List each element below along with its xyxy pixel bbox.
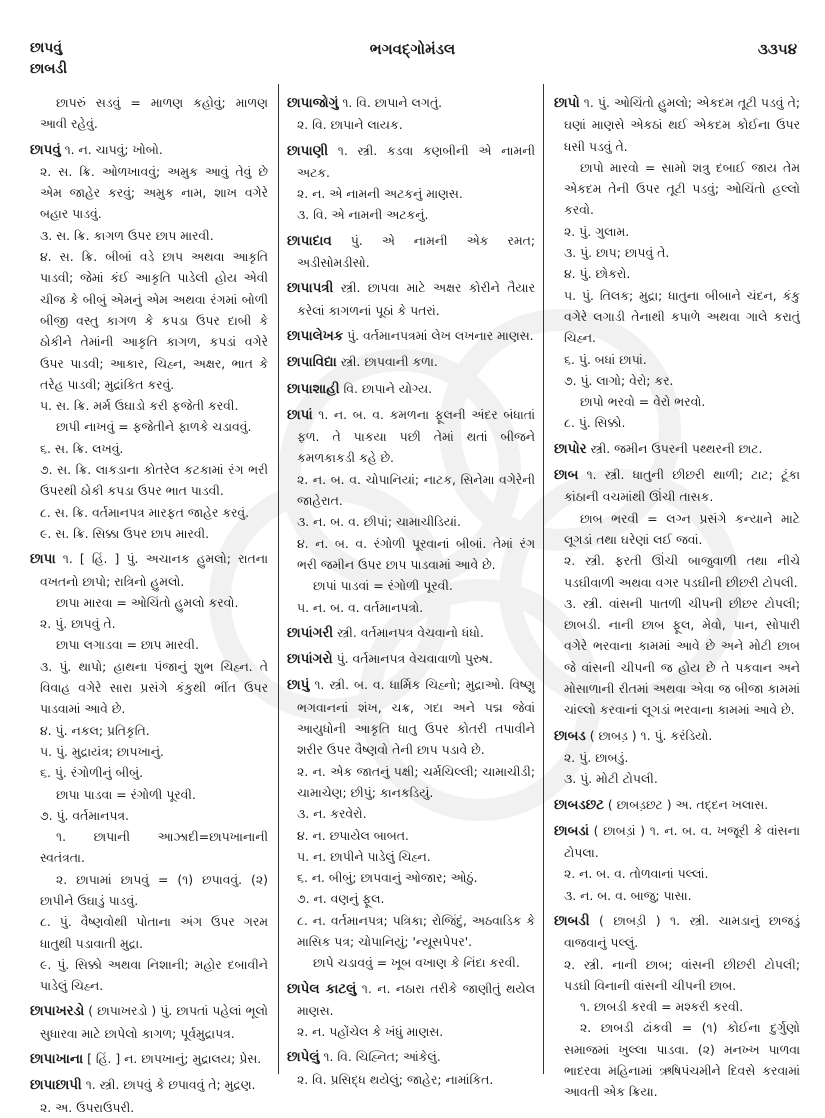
sense-line [554, 747, 800, 768]
sense-line [30, 161, 268, 225]
dictionary-entry [287, 404, 535, 469]
definition-text: ૧. છાપાની આઝાદી=છાપખાનાની સ્વતંત્રતા. [40, 829, 268, 866]
sense-line [554, 349, 800, 370]
definition-text: ૪. પું. નકલ; પ્રતિકૃતિ. [40, 722, 150, 738]
headword: છાપાદાવ [287, 233, 332, 249]
definition-text: ૩. વિ. એ નામની અટકનું. [297, 207, 429, 223]
sense-line [287, 846, 535, 867]
sense-line [554, 593, 800, 721]
sense-line [287, 204, 535, 225]
sense-line [287, 469, 535, 512]
definition-text: સ્ત્રી. વર્તમાનપત્ર વેચવાનો ધંધો. [333, 624, 484, 640]
idiom-line [287, 575, 535, 596]
guide-word-first: છાપવું [30, 40, 63, 56]
definition-text: ૧. સ્ત્રી. કડવા કણબીની એ નામની અટક. [297, 142, 535, 180]
column-divider [278, 84, 279, 1074]
sense-line [554, 370, 800, 391]
definition-text: ૨. ન. પહોંચેલ કે ખંધું માણસ. [297, 1024, 444, 1040]
definition-text: વિ. છાપાને યોગ્ય. [339, 380, 433, 396]
definition-text: છાપા પાડવા = રંગોળી પૂરવી. [56, 786, 196, 802]
page-title: ભગવદ્ગોમંડલ [369, 40, 456, 58]
definition-text: ૨. છાપામાં છાપવું = (૧) છપાવવું. (૨) છાપીને ઉઘાડું પાડવું. [40, 871, 268, 908]
sense-line [554, 768, 800, 789]
dictionary-entry [554, 464, 800, 508]
definition-text: ૭. પું. વર્તમાનપત્ર. [40, 807, 129, 823]
headword: છાપાવિદ્યા [287, 355, 337, 371]
idiom-line [554, 157, 800, 221]
dictionary-entry [287, 230, 535, 274]
headword: છાબડછટ [554, 797, 604, 813]
sense-line [554, 550, 800, 593]
sense-line [554, 263, 800, 284]
sense-line [554, 242, 800, 263]
definition-text: [ હિં. ] ન. છાપખાનું; મુદ્રાલય; પ્રેસ. [83, 1051, 262, 1067]
definition-text: ૬. સ. ક્રિ. લખવું. [40, 440, 124, 456]
dictionary-entry [30, 1000, 268, 1044]
definition-text: ૭. ન. વણનું ફૂલ. [297, 891, 385, 907]
definition-text: ૮. સ. ક્રિ. વર્તમાનપત્ર મારફત જાહેર કરવું. [40, 504, 250, 520]
definition-text: ૧. ન. નઠારા તરીકે જાણીતું થયેલ માણસ. [297, 980, 535, 1018]
definition-text: ૨. ન. બ. વ. તોળવાનાં પલ્લાં. [564, 866, 709, 882]
sense-line [30, 246, 268, 395]
sense-line [30, 395, 268, 416]
definition-text: ૨. પું. ગુલામ. [564, 223, 630, 239]
definition-text: સ્ત્રી. છાપવા માટે અક્ષર કોરીને તૈયાર કરેલાં કાગળનાં પૂઠાં કે પતરાં. [297, 280, 535, 318]
definition-text: ૧. પું. ઓચિંતો હુમલો; એકદમ તૂટી પડવું તે; ઘણાં માણસે એકઠાં થઈ એકદમ કોઈના ઉપર ધસી પડવું તે. [564, 95, 800, 154]
sense-line [287, 825, 535, 846]
definition-text: ૧. વિ. છાપાને લગતું. [338, 95, 443, 110]
idiom-line [30, 416, 268, 437]
definition-text: ( છાબડ઼છટ ) અ. તદ્દન ખલાસ. [603, 796, 769, 812]
definition-text: છાપરું સડવું = માળણ કહોવું; માળણ આવી રહેવું. [40, 95, 268, 132]
definition-text: ૩. ન. કરવેરો. [297, 806, 367, 822]
definition-text: છાપો ભરવો = વેરો ભરવો. [580, 394, 706, 410]
sense-line [30, 225, 268, 246]
definition-text: ૯. પું. સિક્કો અથવા નિશાની; મહોર દબાવીને પાડેલું ચિહ્ન. [40, 956, 268, 994]
definition-text: ૧. [ હિં. ] પું. અચાનક હુમલો; રાતના વખતનો છાપો; રાત્રિનો હુમલો. [40, 551, 268, 589]
dictionary-entry [30, 1074, 268, 1096]
definition-text: ૧. સ્ત્રી. ધાતુની છીછરી થાળી; ટાટ; ટૂંકા કાંઠાની વચમાંથી ઊંચી તાસક. [564, 467, 800, 505]
headword: છાબડ [554, 728, 586, 744]
headword: છાબડાં [554, 823, 590, 839]
definition-text: છાપાં પાડવાં = રંગોળી પૂરવી. [313, 578, 453, 594]
column-divider [543, 84, 544, 1074]
dictionary-entry [554, 438, 800, 460]
sense-line [30, 613, 268, 634]
definition-text: છાપે ચડાવવું = ખૂબ વખાણ કે નિંદા કરવી. [313, 955, 520, 971]
definition-text: ૧. છાબડી કરવી = મશ્કરી કરવી. [580, 999, 744, 1015]
definition-text: ૪. સ. ક્રિ. બીબાં વડે છાપ અથવા આકૃતિ પાડવી; જેમાં કંઈ આકૃતિ પાડેલી હોય એવી ચીજ કે બીબું એમનું એમ અથવા રંગમાં બોળી બીજી વસ્તુ કાગળ કે કપડા ઉપર દાબી કે ઠોકીને તેમાંની આકૃતિ કાગળ, કપડાં વગેરે ઉપર પાડવી; આકાર, ચિહ્ન, અક્ષર, ભાત કે તરેહ પાડવી; મુદ્રાંકિત કરવું. [40, 249, 268, 392]
definition-text: ૪. પું. છોકરો. [564, 266, 631, 282]
dictionary-entry [287, 140, 535, 184]
headword: છાબડી [554, 913, 590, 929]
idiom-line [554, 996, 800, 1017]
dictionary-entry [287, 1046, 535, 1068]
headword: છાબ [554, 468, 579, 484]
definition-text: ૩. સ. ક્રિ. કાગળ ઉપર છાપ મારવી. [40, 227, 214, 243]
dictionary-entry [554, 794, 800, 816]
headword: છાપાછાપી [30, 1078, 82, 1094]
dictionary-entry [554, 92, 800, 157]
definition-text: ૫. ન. બ. વ. વર્તમાનપત્રો. [297, 599, 424, 615]
sense-line [554, 285, 800, 349]
definition-text: ૩. ન. બ. વ. છીપાં; ચામાચીડિયાં. [297, 514, 461, 530]
definition-text: સ્ત્રી. છાપવાની કળા. [336, 354, 438, 370]
dictionary-entry [554, 820, 800, 864]
headword: છાપાશાહી [287, 381, 340, 397]
definition-text: ૨. ન. એ નામની અટકનું માણસ. [297, 186, 463, 202]
headword: છાપાં [287, 407, 313, 423]
definition-text: છાપો મારવો = સામો શત્રુ દબાઈ જાય તેમ એકદમ તેની ઉપર તૂટી પડવું; ઓચિંતો હલ્લો કરવો. [564, 159, 800, 218]
definition-text: ૨. પું. છાબડું. [564, 749, 629, 765]
definition-text: ૩. પું. છાપ; છાપવું તે. [564, 245, 670, 261]
sense-line [287, 511, 535, 532]
definition-text: ૧. સ્ત્રી. છાપવું કે છપાવવું તે; મુદ્રણ. [81, 1077, 256, 1093]
dictionary-entry [554, 725, 800, 747]
sense-line [287, 1069, 535, 1090]
sense-line [287, 1021, 535, 1042]
sense-line [287, 803, 535, 824]
guide-word-last: છાબડી [30, 61, 68, 77]
sense-line [287, 533, 535, 576]
dictionary-entry [287, 325, 535, 347]
sense-line [30, 762, 268, 783]
sense-line [287, 867, 535, 888]
definition-text: ૧. ન. બ. વ. કમળના ફૂલની અંદર બંધાતાં ફળ. તે પાકયા પછી તેમાં થતાં બીજને કમળકાકડી કહે છે. [297, 406, 535, 466]
dictionary-entry [287, 978, 535, 1022]
definition-text: પું. વર્તમાનપત્ર વેચવાવાળો પુરુષ. [332, 651, 493, 667]
sense-line [30, 720, 268, 741]
dictionary-entry [30, 1048, 268, 1070]
definition-text: ૫. પું. મુદ્રાયંત્ર; છાપખાનું. [40, 743, 164, 759]
definition-text: ૫. પું. તિલક; મુદ્રા; ધાતુના બીબાને ચંદન, કંકુ વગેરે લગાડી તેનાથી કપાળે અથવા ગાલે કરાતું ચિહ્ન. [564, 287, 800, 346]
headword: છાપાપત્રી [287, 281, 334, 297]
definition-text: ૩. સ્ત્રી. વાંસની પાતળી ચીપની છીછર ટોપલી; છાબડી. નાની છાબ ફૂલ, મેવો, પાન, સોપારી વગેરે ભરવાના કામમાં આવે છે અને મોટી છાબ જે વાંસની ચીપની જ હોય છે તે પકવાન અને મોસાળાની રીતમાં અથવા એવા જ બીજા કામમાં ચાંલ્લો કરવાનાં લૂગડાં ભરવાના કામમાં આવે છે. [564, 595, 800, 718]
definition-text: ૮. પું. વૈષ્ણવોથી પોતાના અંગ ઉપર ગરમ ધાતુથી પડાવાતી મુદ્રા. [40, 914, 268, 951]
dictionary-entry [287, 674, 535, 760]
definition-text: ૪. ન. બ. વ. રંગોળી પૂરવાનાં બીબાં. તેમાં રંગ ભરી જમીન ઉપર છાપ પાડવામાં આવે છે. [297, 535, 535, 572]
headword: છાપાણી [287, 143, 329, 159]
headword: છાપો [554, 96, 580, 111]
sense-line [30, 438, 268, 459]
sense-line [554, 221, 800, 242]
headword: છાપેલ કાટલું [287, 981, 357, 997]
idiom-line [554, 1017, 800, 1102]
definition-text: ૬. પું. બધાં છાપાં. [564, 351, 647, 367]
dictionary-entry [287, 277, 535, 321]
definition-text: ૩. પું. મોટી ટોપલી. [564, 771, 658, 787]
headword: છાપું [287, 678, 310, 694]
headword: છાપવું [30, 142, 61, 158]
idiom-line [554, 391, 800, 412]
definition-text: ૨. સ્ત્રી. ફરતી ઊંચી બાજુવાળી તથા નીચે પડઘીવાળી અથવા વગર પડઘીની છીછરી ટોપલી. [564, 553, 800, 590]
page-number: ૩૩૫૪ [757, 40, 797, 58]
sense-line [30, 805, 268, 826]
idiom-line [30, 784, 268, 805]
dictionary-entry [30, 139, 268, 161]
definition-text: છાબ ભરવી = લગ્ન પ્રસંગે કન્યાને માટે લૂગડાં તથા ઘરેણાં લઈ જવાં. [564, 510, 800, 547]
definition-text: ૨. સ્ત્રી. નાની છાબ; વાંસની છીછરી ટોપલી; પડઘી વિનાની વાંસની ચીપની છાબ. [564, 956, 800, 993]
definition-text: ૨. સ. ક્રિ. ઓળખાવવું; અમુક આવું તેવું છે એમ જાહેર કરવું; અમુક નામ, શાખ વગેરે બહાર પાડવું. [40, 163, 268, 222]
dictionary-entry [287, 648, 535, 670]
headword: છાપાજોગું [287, 96, 339, 111]
definition-text: ( છાબડ઼ાં ) ૧. ન. બ. વ. ખજૂરી કે વાંસના ટોપલા. [564, 822, 800, 861]
sense-line [287, 910, 535, 953]
sense-line [554, 885, 800, 906]
dictionary-entry [287, 92, 535, 114]
dictionary-entry [287, 622, 535, 644]
column-2 [287, 88, 535, 1090]
headword: છાપાંગરો [287, 652, 333, 668]
definition-text: ૨. વિ. પ્રસિદ્ધ થયેલું; જાહેર; નામાંકિત. [297, 1071, 494, 1087]
definition-text: ૫. સ. ક્રિ. મર્મ ઉઘાડો કરી ફજેતી કરવી. [40, 398, 239, 414]
definition-text: ૨. વિ. છાપાને લાયક. [297, 117, 403, 133]
definition-text: ૨. છાબડી ઢાંકવી = (૧) કોઈના દુર્ગુણો સમાજમાં ખુલ્લા પાડવા. (૨) મનખ્ખ પાળવા ભાદરવા મહિનામાં ઋષિપંચમીને દિવસે કરવામાં આવતી એક ક્રિયા. [564, 1020, 800, 1100]
definition-text: ૪. ન. છપાયેલ બાબત. [297, 827, 409, 843]
definition-text: ૩. ન. બ. વ. બાજુ; પાસા. [564, 887, 692, 903]
idiom-line [287, 952, 535, 973]
sense-line [287, 597, 535, 618]
idiom-line [30, 634, 268, 655]
definition-text: છાપા લગાડવા = છાપ મારવી. [56, 637, 199, 653]
dictionary-entry [287, 351, 535, 373]
sense-line [287, 183, 535, 204]
dictionary-entry [30, 548, 268, 592]
definition-text: પું. વર્તમાનપત્રમાં લેખ લખનાર માણસ. [343, 327, 534, 343]
sense-line [30, 502, 268, 523]
definition-text: ૧. વિ. ચિહ્નિત; આંકેલું. [319, 1049, 441, 1065]
sense-line [287, 888, 535, 909]
headword: છાપેલું [287, 1050, 320, 1066]
definition-text: સ્ત્રી. જમીન ઉપરની પથ્થરની છાટ. [586, 440, 763, 456]
definition-text: ૮. પું. સિક્કો. [564, 415, 626, 431]
sense-line [30, 1097, 268, 1118]
headword: છાપાખાના [30, 1052, 84, 1068]
dictionary-entry [287, 378, 535, 400]
definition-text: ૨. ન. બ. વ. ચોપાનિયાં; નાટક, સિનેમા વગેરેની જાહેરાત. [297, 471, 535, 509]
definition-text: ( છાબડ઼ ) ૧. પું. કરંડિયો. [585, 727, 713, 743]
headword: છાપાંગરી [287, 625, 334, 641]
definition-text: ૬. પું. રંગોળીનું બીબું. [40, 765, 144, 781]
sense-line [554, 954, 800, 997]
definition-text: પું. એ નામની એક રમત; અડીસોમડીસો. [297, 232, 535, 271]
headword: છાપોર [554, 441, 587, 457]
definition-text: ૩. પું. થાપો; હાથના પંજાનું શુભ ચિહ્ન. તે વિવાહ વગેરે સારા પ્રસંગે કંકુથી ભીંત ઉપર પાડવામાં આવે છે. [40, 658, 268, 717]
definition-text: ( છાબડ઼ી ) ૧. સ્ત્રી. ચામડાનું છાજડું વાજવાનું પલ્લું. [564, 912, 800, 951]
headword: છાપાલેખક [287, 328, 344, 344]
definition-text: ૭. સ. ક્રિ. લાકડાના કોતરેલ કટકામાં રંગ ભરી ઉપરથી ઠોકી કપડા ઉપર ભાત પાડવી. [40, 462, 268, 499]
column-1 [30, 92, 268, 1118]
definition-text: ૨. ન. એક જાતનું પક્ષી; ચર્મચિલ્લી; ચામાચીડી; ચામાચેણ; છીપું; કાનકડિયું. [297, 763, 535, 800]
idiom-line [30, 826, 268, 869]
definition-text: ૬. ન. બીબું; છાપવાનું ઓજાર; ઓઠું. [297, 870, 478, 886]
column-3 [554, 88, 800, 1103]
sense-line [287, 114, 535, 135]
idiom-line [30, 92, 268, 135]
definition-text: ૯. સ. ક્રિ. સિક્કા ઉપર છાપ મારવી. [40, 525, 210, 541]
sense-line [554, 863, 800, 884]
sense-line [30, 741, 268, 762]
headword: છાપા [30, 552, 56, 568]
definition-text: ૨. પું. છાપવું તે. [40, 616, 116, 632]
sense-line [30, 954, 268, 997]
definition-text: ૧. સ્ત્રી. બ. વ. ધાર્મિક ચિહ્નો; મુદ્રાઓ. વિષ્ણુ ભગવાનનાં શંખ, ચક્ર, ગદા અને પદ્મ જેવાં આયુધોની આકૃતિ ધાતુ ઉપર કોતરી તપાવીને શરીર ઉપર વૈષ્ણવો તેની છાપ પડાવે છે. [297, 677, 535, 758]
definition-text: ૮. ન. વર્તમાનપત્ર; પત્રિકા; રોજિંદું, અઠવાડિક કે માસિક પત્ર; ચોપાનિયું; 'ન્યૂસપેપર'. [297, 912, 535, 949]
definition-text: ૫. ન. છાપીને પાડેલું ચિહ્ન. [297, 848, 431, 864]
definition-text: ૧. ન. ચાપવું; ખોબો. [60, 141, 163, 157]
definition-text: ૭. પું. લાગો; વેરો; કર. [564, 372, 674, 388]
sense-line [30, 911, 268, 954]
sense-line [287, 761, 535, 804]
dictionary-entry [554, 910, 800, 954]
definition-text: ( છાપાખરડો ) પું. છાપતાં પહેલાં ભૂલો સુધારવા માટે છાપેલો કાગળ; પૂર્વમુદ્રાપત્ર. [40, 1003, 268, 1041]
idiom-line [30, 869, 268, 912]
definition-text: છાપી નાખવું = ફજેતીને ફાળકે ચડાવવું. [56, 419, 252, 435]
idiom-line [30, 592, 268, 613]
sense-line [30, 459, 268, 502]
idiom-line [554, 508, 800, 551]
sense-line [554, 412, 800, 433]
definition-text: ૨. અ. ઉપરાઉપરી. [40, 1099, 135, 1115]
sense-line [30, 656, 268, 720]
sense-line [30, 523, 268, 544]
definition-text: છાપા મારવા = ઓચિંતો હુમલો કરવો. [56, 594, 239, 610]
headword: છાપાખરડો [30, 1004, 85, 1020]
